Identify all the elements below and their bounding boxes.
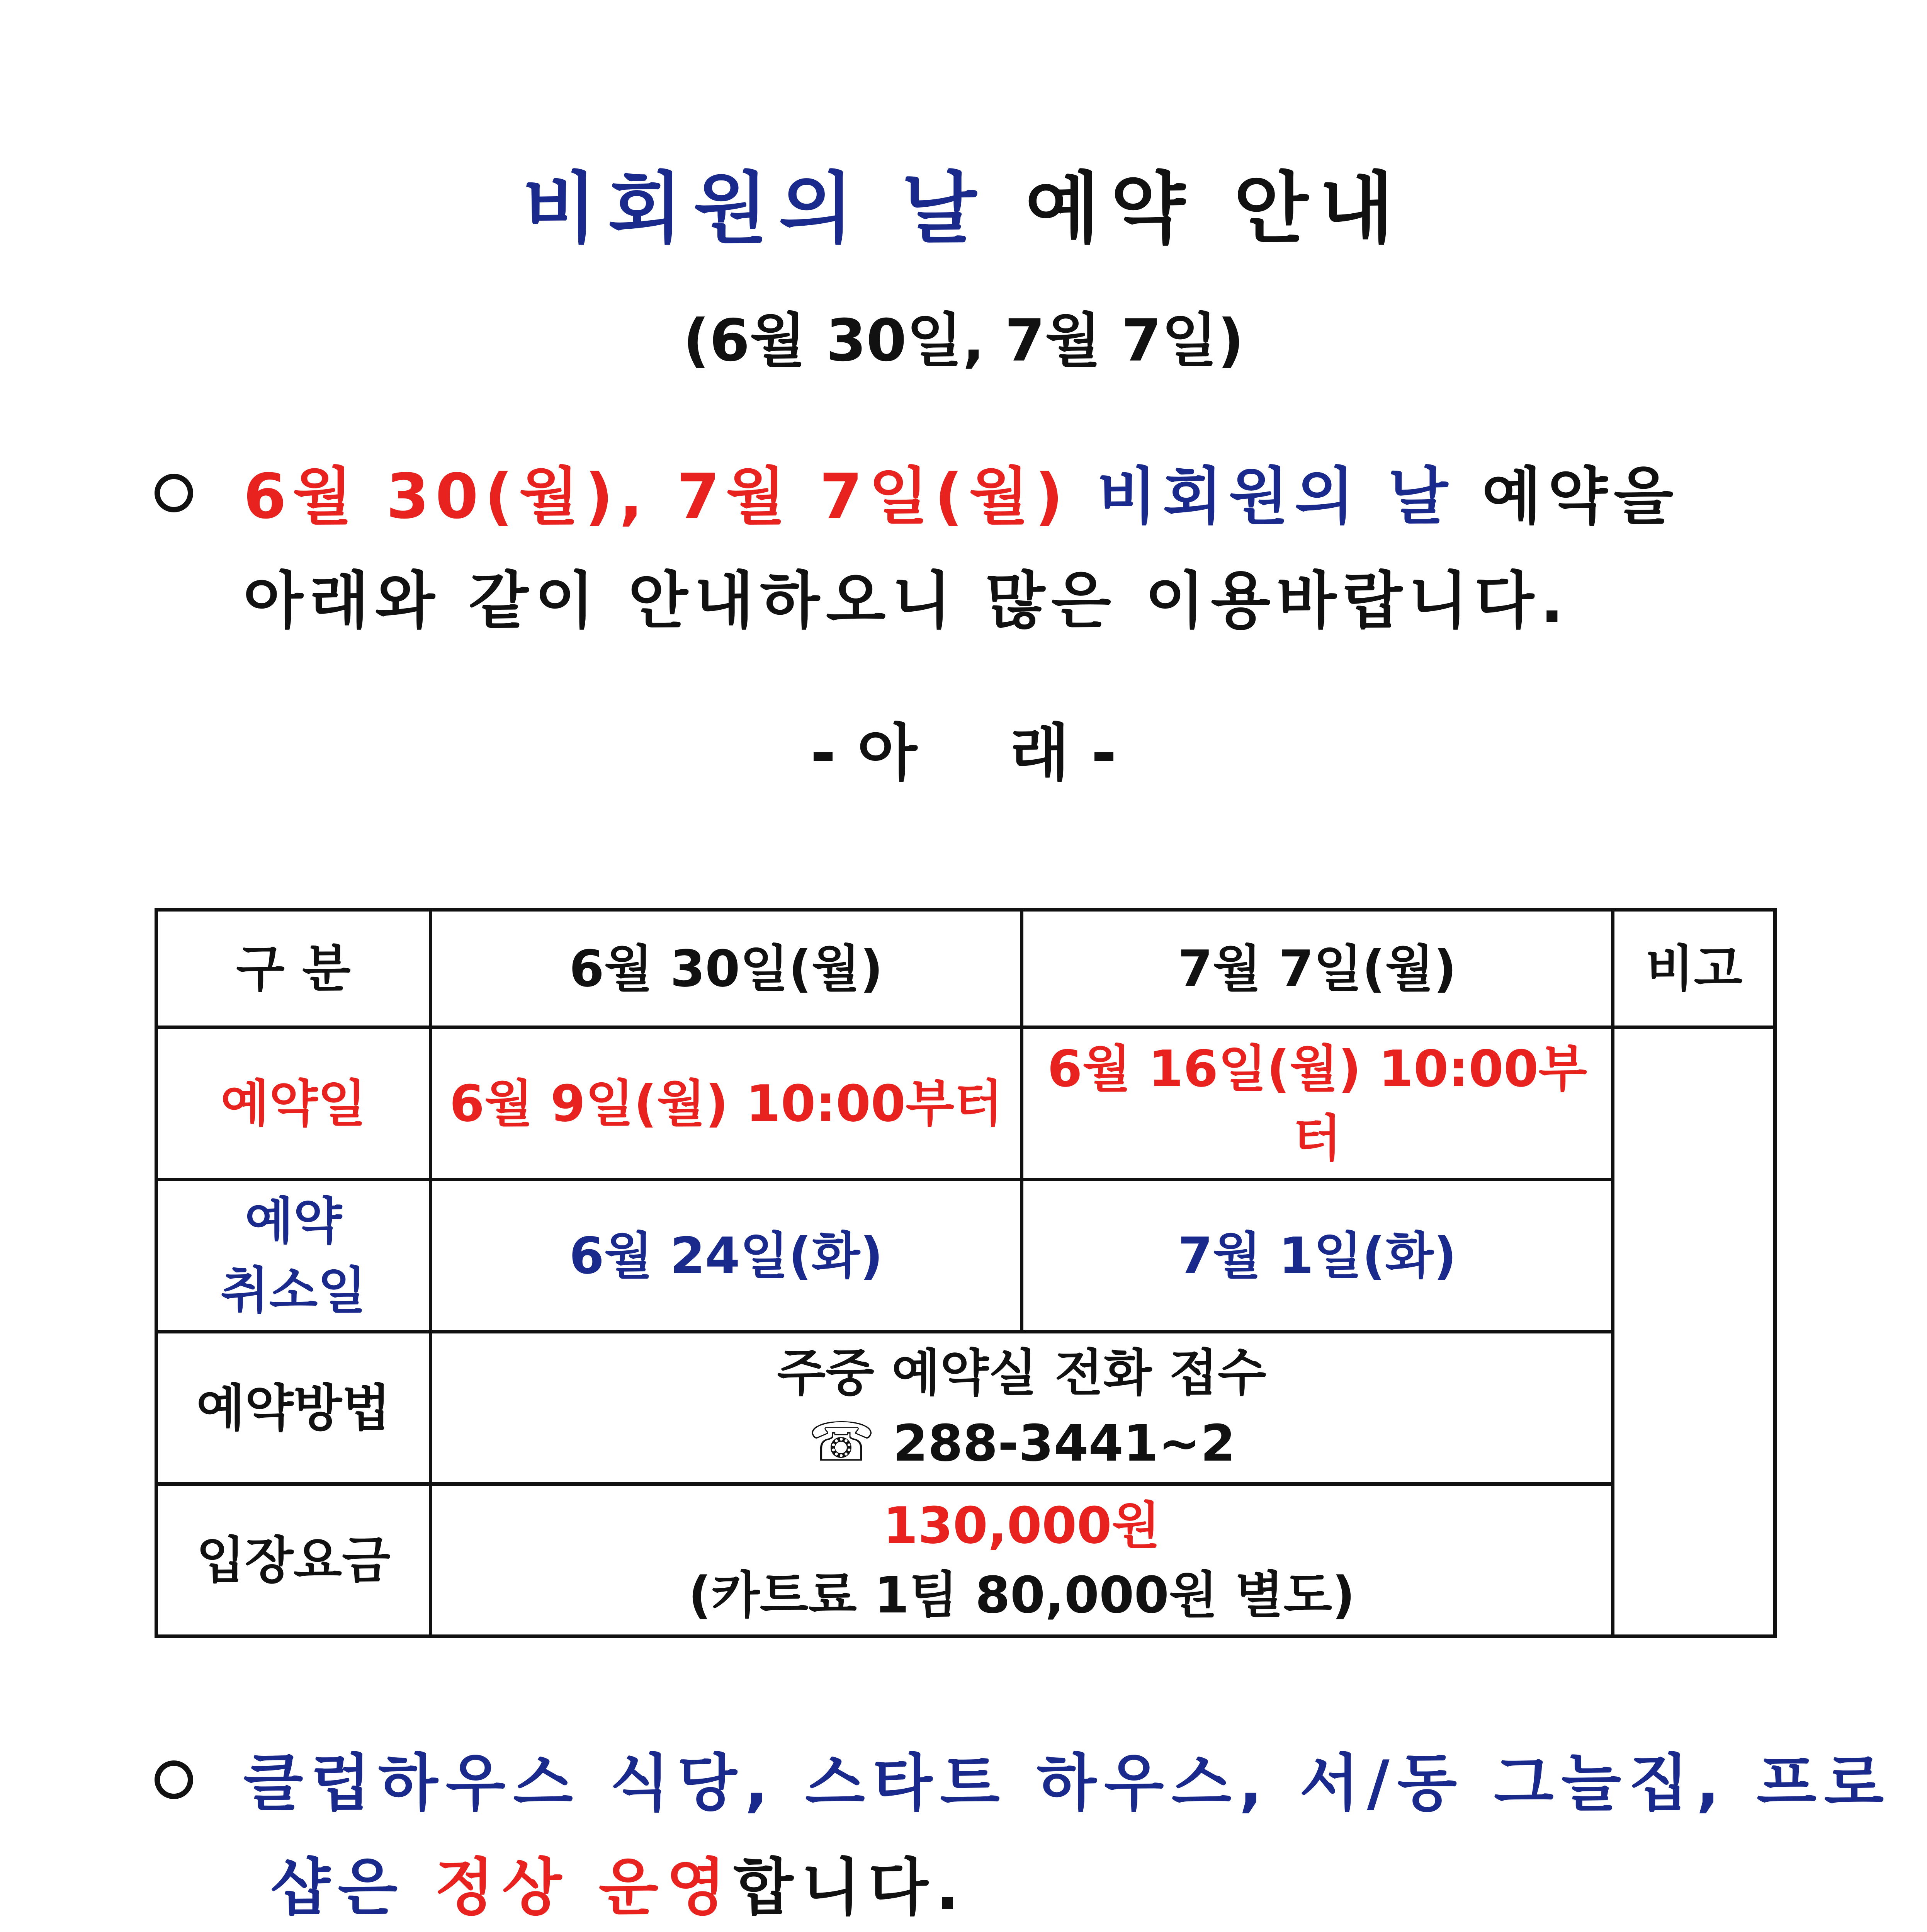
- section-heading: [0, 703, 1927, 792]
- page-subtitle: (6월 30일, 7월 7일): [683, 307, 1244, 374]
- fee-label: 입장요금: [156, 1484, 431, 1636]
- fee-price: 130,000원: [883, 1496, 1161, 1555]
- cancel-date-label: [156, 1180, 431, 1332]
- header-date-a-cell: 6월 30일(월): [431, 910, 1022, 1027]
- method-label: 예약방법: [156, 1332, 431, 1484]
- circle-bullet-icon: [155, 1760, 193, 1799]
- reserve-date-a: 6월 9일(월) 10:00부터: [431, 1027, 1022, 1180]
- title-reservation-guide: 예약 안내: [1025, 164, 1405, 254]
- phone-icon: ☏: [808, 1410, 876, 1474]
- title-nonmember-day: 비회원의 날: [522, 164, 987, 254]
- table-header-row: [156, 910, 1775, 1027]
- intro-paragraph: [155, 444, 1679, 653]
- header-date-b-cell: 7월 7일(월): [1022, 910, 1613, 1027]
- reserve-date-label: 예약일: [156, 1027, 431, 1180]
- notice-facilities-line-1: [155, 1731, 1891, 1835]
- intro-reservation: 예약을: [1482, 460, 1680, 532]
- table-row-fee: [156, 1484, 1775, 1636]
- intro-line-2: 아래와 같이 안내하오니 많은 이용바랍니다.: [243, 565, 1570, 637]
- facilities-list: 클럽하우스 식당, 스타트 하우스, 서/동 그늘집, 프로: [243, 1747, 1892, 1819]
- method-phone-line: [432, 1408, 1611, 1478]
- fee-note: (카트료 1팀 80,000원 별도): [688, 1565, 1355, 1624]
- method-line-1: 주중 예약실 전화 접수: [777, 1343, 1266, 1402]
- phone-number: 288-3441~2: [893, 1413, 1235, 1473]
- page-title: [0, 147, 1927, 258]
- header-label-cell: 구 분: [156, 910, 431, 1027]
- note-cell: [1613, 1027, 1775, 1636]
- facilities-suffix: 합니다.: [733, 1851, 967, 1923]
- reservation-info-table: [155, 908, 1777, 1638]
- table-row-cancel-date: [156, 1180, 1775, 1332]
- intro-nonmember-day: 비회원의 날: [1097, 460, 1455, 532]
- header-note-cell: 비고: [1613, 910, 1775, 1027]
- circle-bullet-icon: [155, 474, 193, 512]
- table-row-reserve-date: [156, 1027, 1775, 1180]
- intro-line-1: [155, 444, 1679, 549]
- notice-facilities: [155, 1731, 1891, 1932]
- intro-dates: 6월 30(월), 7월 7일(월): [243, 460, 1069, 532]
- method-value: [431, 1332, 1613, 1484]
- cancel-date-label-1: 예약: [245, 1191, 342, 1250]
- fee-value: [431, 1484, 1613, 1636]
- facilities-shop: 샵은: [270, 1851, 406, 1923]
- section-heading-right: 래 -: [1010, 717, 1117, 789]
- cancel-date-label-2: 취소일: [221, 1261, 366, 1320]
- cancel-date-b: 7월 1일(화): [1022, 1180, 1613, 1332]
- table-row-method: [156, 1332, 1775, 1484]
- reserve-date-b: 6월 16일(월) 10:00부터: [1022, 1027, 1613, 1180]
- notice-facilities-line-2: [155, 1835, 1891, 1932]
- section-heading-left: - 아: [810, 717, 917, 789]
- facilities-normal-operation: 정상 운영: [434, 1851, 734, 1923]
- cancel-date-a: 6월 24일(화): [431, 1180, 1022, 1332]
